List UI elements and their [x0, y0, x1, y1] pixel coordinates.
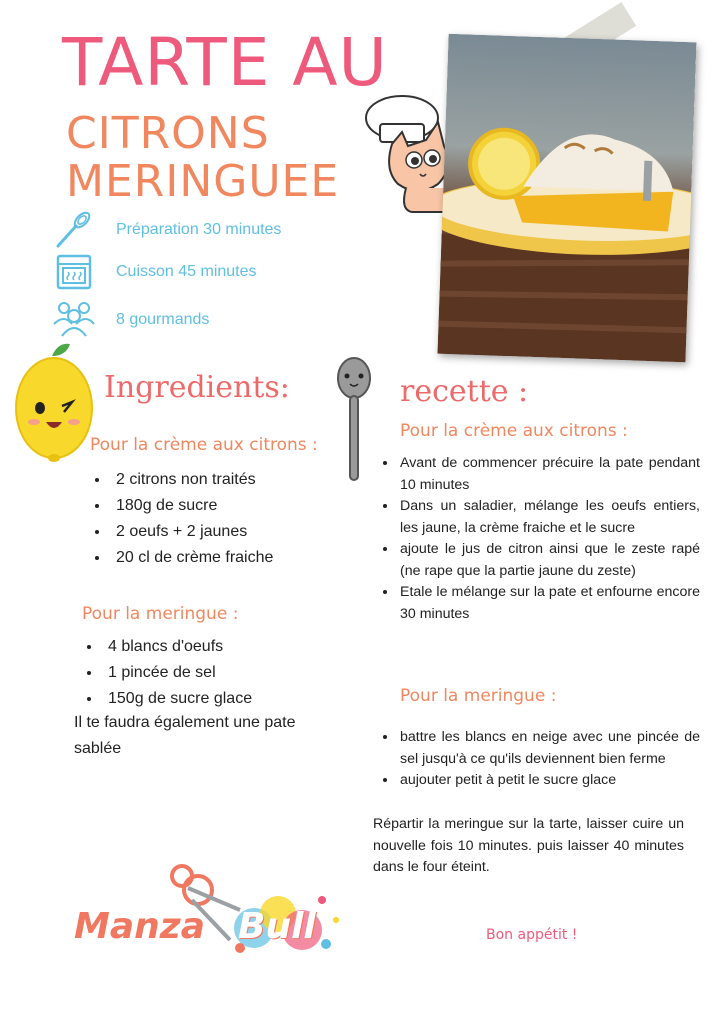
list-item: • 4 blancs d'oeufs: [102, 634, 362, 660]
recipe-cream-heading: Pour la crème aux citrons :: [400, 421, 628, 441]
title-line-2: CITRONS: [66, 108, 270, 159]
list-item: • 150g de sucre glace: [102, 686, 362, 712]
list-item: • ajoute le jus de citron ainsi que le zeste rapé (ne rape que la partie jaune du zeste): [398, 539, 700, 582]
ingredients-note: Il te faudra également une pate sablée: [74, 714, 296, 757]
ingredients-meringue-list: [78, 634, 362, 712]
title-line-1: TARTE AU: [62, 24, 388, 101]
recipe-cream-steps: [374, 453, 700, 625]
prep-time: Préparation 30 minutes: [116, 221, 282, 238]
title-line-2-3: [66, 110, 339, 205]
recipe-final: Répartir la meringue sur la tarte, laisser cuire un nouvelle fois 10 minutes. puis laisser 40 minutes dans le four éteint.: [373, 816, 684, 875]
ingredients-cream-list: [86, 467, 370, 571]
list-item: • 20 cl de crème fraiche: [110, 545, 370, 571]
list-item: • 180g de sucre: [110, 493, 370, 519]
tart-photo: [437, 34, 696, 362]
ingredients-meringue-heading: Pour la meringue :: [82, 604, 239, 624]
lemon-character-icon: [12, 342, 96, 462]
title-line-3: MERINGUEE: [66, 155, 340, 207]
bon-appetit: Bon appétit !: [486, 927, 578, 943]
servings: 8 gourmands: [116, 311, 210, 328]
ingredients-heading: Ingredients:: [104, 370, 290, 405]
cook-time: Cuisson 45 minutes: [116, 263, 257, 280]
list-item: • 2 oeufs + 2 jaunes: [110, 519, 370, 545]
whisk-icon: [52, 210, 96, 250]
oven-icon: [52, 252, 96, 292]
brand-logo: [70, 860, 350, 960]
list-item: • battre les blancs en neige avec une pincée de sel jusqu'à ce qu'ils deviennent bien ferme: [398, 727, 700, 770]
spoon-character-icon: [334, 356, 374, 484]
tart-photo-image: [437, 34, 696, 362]
list-item: • Etale le mélange sur la pate et enfourne encore 30 minutes: [398, 582, 700, 625]
recipe-heading: recette :: [400, 374, 529, 409]
recipe-meringue-heading: Pour la meringue :: [400, 686, 557, 706]
list-item: • Avant de commencer précuire la pate pendant 10 minutes: [398, 453, 700, 496]
recipe-meringue-steps: [374, 727, 700, 792]
list-item: • 2 citrons non traités: [110, 467, 370, 493]
list-item: • Dans un saladier, mélange les oeufs entiers, les jaune, la crème fraiche et le sucre: [398, 496, 700, 539]
people-icon: [52, 298, 96, 338]
logo-text-manza: Manza: [74, 906, 205, 947]
list-item: • aujouter petit à petit le sucre glace: [398, 770, 700, 792]
ingredients-cream-heading: Pour la crème aux citrons :: [90, 435, 318, 455]
logo-text-bull: Bull: [238, 906, 316, 947]
list-item: • 1 pincée de sel: [102, 660, 362, 686]
